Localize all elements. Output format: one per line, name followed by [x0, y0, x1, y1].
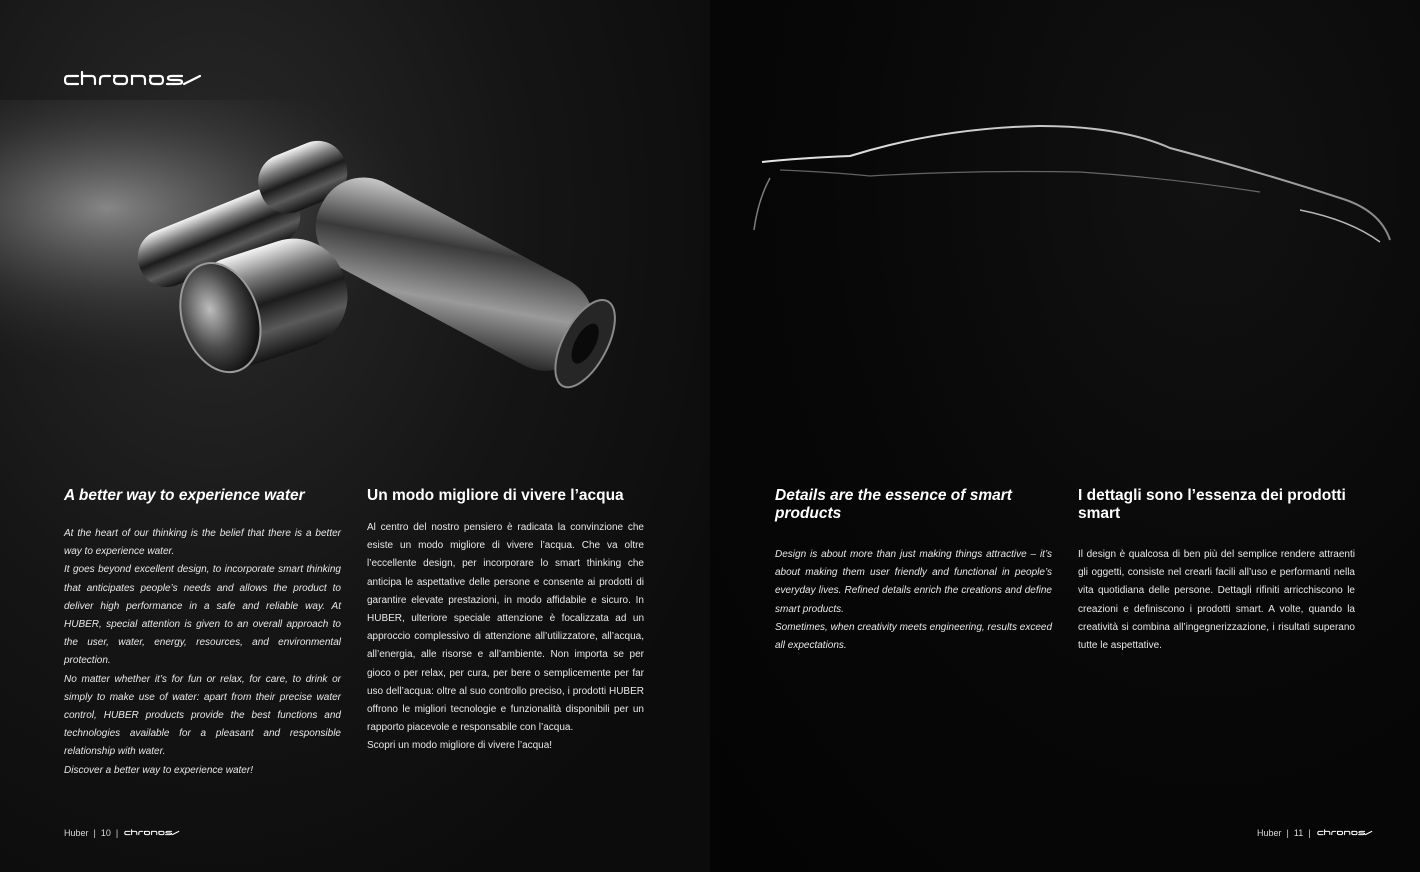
page-number: 10	[100, 828, 111, 838]
right-english-body: Design is about more than just making things attractive – it’s about making them user friendly and functional in people’s everyday lives. Refined details enrich the creations and define smart products. Sometimes, when creativity meets engineering, results exceed all expectations.	[775, 549, 1052, 652]
chronos-mini-logo-icon	[1316, 829, 1374, 837]
footer-separator: |	[1308, 828, 1311, 838]
italian-title: Un modo migliore di vivere l’acqua	[367, 487, 624, 504]
right-english-title: Details are the essence of smart products	[775, 487, 1012, 522]
page-footer-right	[1257, 828, 1374, 838]
car-silhouette-photo	[740, 100, 1420, 300]
footer-separator: |	[1286, 828, 1289, 838]
footer-brand: Huber	[64, 828, 89, 838]
faucet-product-photo	[0, 100, 710, 460]
chronos-logo-graphic	[64, 70, 202, 90]
faucet-illustration	[0, 100, 710, 460]
footer-separator: |	[93, 828, 96, 838]
chronos-logo	[64, 70, 202, 90]
italian-body: Al centro del nostro pensiero è radicata la convinzione che esiste un modo migliore di vivere l’acqua. Che va oltre l’eccellente design, per incorporare lo smart thinking che anticipa le aspettative delle persone e consente ai prodotti di garantire elevate prestazioni, in modo affidabile e sicuro. In HUBER, ulteriore speciale attenzione è focalizzata ad un approccio complessivo di attenzione all’utilizzatore, all’acqua, all’energia, alle risorse e all’ambiente. Non importa se per gioco o per relax, per cura, per bere o semplicemente per far uso dell’acqua: oltre al suo controllo preciso, i prodotti HUBER offrono le migliori tecnologie e funzionalità disponibili per un rapporto piacevole e responsabile con l’acqua. Scopri un modo migliore di vivere l’acqua!	[367, 522, 644, 752]
footer-separator: |	[115, 828, 119, 838]
right-italian-title: I dettagli sono l’essenza dei prodotti smart	[1078, 487, 1346, 522]
page-number: 11	[1293, 828, 1304, 838]
english-body: At the heart of our thinking is the belief that there is a better way to experience water. It goes beyond excellent design, to incorporate smart thinking that anticipates people’s needs and allows the product to deliver high performance in a safe and reliable way. At HUBER, special attention is given to an overall approach to the user, water, energy, resources, and environmental protection. No matter whether it’s for fun or relax, for care, to drink or simply to make use of water: apart from their precise water control, HUBER products provide the best functions and technologies available for a pleasant and responsible relationship with water. Discover a better way to experience water!	[64, 528, 341, 776]
footer-brand: Huber	[1257, 828, 1282, 838]
right-italian-body: Il design è qualcosa di ben più del semplice rendere attraenti gli oggetti, consiste nel crearli facili all’uso e performanti nella vita quotidiana delle persone. Dettagli rifiniti arricchiscono le creazioni e definiscono i prodotti smart. A volte, quando la creatività si combina all’ingegnerizzazione, i risultati superano tutte le aspettative.	[1078, 549, 1355, 652]
chronos-mini-logo-icon	[123, 829, 181, 837]
english-title: A better way to experience water	[64, 487, 305, 504]
page-footer-left	[64, 828, 181, 838]
car-silhouette-illustration	[740, 100, 1420, 300]
